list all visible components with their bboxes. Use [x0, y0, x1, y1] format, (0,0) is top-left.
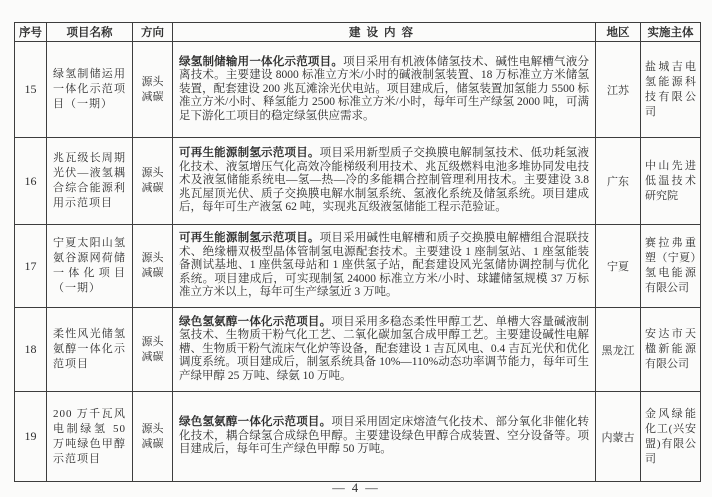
region: 宁夏 — [596, 225, 641, 308]
table-row — [15, 225, 701, 308]
project-name: 兆瓦级长周期光伏—液氢耦合综合能源利用示范项目 — [47, 138, 133, 225]
region: 广东 — [596, 138, 641, 225]
row-number: 19 — [15, 392, 47, 482]
direction: 源头减碳 — [133, 138, 173, 225]
construction-content — [173, 42, 596, 138]
construction-content — [173, 138, 596, 225]
content-title: 绿色氢氨醇一体化示范项目。 — [179, 315, 332, 328]
content-title: 可再生能源制氢示范项目。 — [179, 147, 320, 160]
row-number: 16 — [15, 138, 47, 225]
content-body: 项目采用多稳态柔性甲醇工艺、单槽大容量碱液制氢技术、生物质干粉气化工艺、二氧化碳加氢合成甲醇工艺。主要建设碱性电解槽、生物质干粉气流床气化炉等设备，配套建设 1 吉瓦风电、0.4 吉瓦光伏和优化调度系统。项目建成后，制氢系统具备 10%—110%动态功率调节能力，每年可生产绿甲醇 25 万吨、绿氨 10 万吨。 — [179, 315, 590, 382]
direction: 源头减碳 — [133, 392, 173, 482]
implementing-entity: 中山先进低温技术研究院 — [641, 138, 701, 225]
page-number: — 4 — — [332, 481, 380, 495]
implementing-entity: 盐城吉电氢能源科技有限公司 — [641, 42, 701, 138]
content-title: 绿色氢氨醇一体化示范项目。 — [179, 416, 332, 429]
implementing-entity: 安达市天楹新能源有限公司 — [641, 308, 701, 392]
header-region: 地区 — [596, 23, 641, 42]
content-body: 项目采用有机液体储氢技术、碱性电解槽气液分离技术。主要建设 8000 标准立方米/小时的碱液制氢装置、18 万标准立方米储氢装置，配套建设 200 兆瓦滩涂光伏电站。项目建成后，储氢装置加氢能力 5500 标准立方米/小时、释氢能力 2500 标准立方米/小时，每年可生产绿氢 2000 吨，可满足下游化工项目的稳定绿氢供应需求。 — [179, 55, 590, 122]
content-title: 绿氢制储输用一体化示范项目。 — [179, 55, 344, 68]
header-project-name: 项目名称 — [47, 23, 133, 42]
construction-content — [173, 308, 596, 392]
implementing-entity: 赛拉弗重塑（宁夏）氢电能源有限公司 — [641, 225, 701, 308]
direction: 源头减碳 — [133, 42, 173, 138]
table-row — [15, 42, 701, 138]
project-name: 宁夏太阳山氢氨谷源网荷储一体化项目（一期） — [47, 225, 133, 308]
projects-table — [14, 22, 701, 482]
region: 内蒙古 — [596, 392, 641, 482]
implementing-entity: 金风绿能化工(兴安盟)有限公司 — [641, 392, 701, 482]
header-direction: 方向 — [133, 23, 173, 42]
direction: 源头减碳 — [133, 225, 173, 308]
content-body: 项目采用碱性电解槽和质子交换膜电解槽组合混联技术、绝缘栅双极型晶体管制氢电源配套技术。主要建设 1 座制氢站、1 座氢能装备测试基地、1 座供氢母站和 1 座供氢子站，配套建设风光氢储协调控制与优化系统。项目建成后，可实现制氢 24000 标准立方米/小时、球罐储氢规模 37 万标准立方米以上，每年可生产绿氢近 3 万吨。 — [179, 232, 590, 299]
table-row — [15, 308, 701, 392]
direction: 源头减碳 — [133, 308, 173, 392]
content-body: 项目采用新型质子交换膜电解制氢技术、低功耗氢液化技术、液氢增压气化高效冷能梯级利用技术、兆瓦级燃料电池多堆协同发电技术及液氢储能系统电—氢—热—冷的多能耦合控制管理利用技术。主要建设 3.8 兆瓦屋顶光伏、质子交换膜电解水制氢系统、氢液化系统及储氢系统。项目建成后，每年可生产液氢 62 吨，实现兆瓦级液氢储能工程示范验证。 — [179, 147, 590, 214]
header-no: 序号 — [15, 23, 47, 42]
row-number: 17 — [15, 225, 47, 308]
project-name: 200 万千瓦风电制绿氢 50 万吨绿色甲醇示范项目 — [47, 392, 133, 482]
project-name: 柔性风光储氢氨醇一体化示范项目 — [47, 308, 133, 392]
header-construction-content: 建设内容 — [173, 23, 596, 42]
construction-content — [173, 392, 596, 482]
table-row — [15, 138, 701, 225]
region: 黑龙江 — [596, 308, 641, 392]
table-header-row — [15, 23, 701, 42]
header-entity: 实施主体 — [641, 23, 701, 42]
region: 江苏 — [596, 42, 641, 138]
row-number: 15 — [15, 42, 47, 138]
content-title: 可再生能源制氢示范项目。 — [179, 232, 320, 245]
construction-content — [173, 225, 596, 308]
content-body: 项目采用固定床熔渣气化技术、部分氧化非催化转化技术，耦合绿氢合成绿色甲醇。主要建设绿色甲醇合成装置、空分设备等。项目建成后，每年可生产绿色甲醇 50 万吨。 — [179, 416, 590, 456]
row-number: 18 — [15, 308, 47, 392]
table-row — [15, 392, 701, 482]
project-name: 绿氢制储运用一体化示范项目（一期） — [47, 42, 133, 138]
